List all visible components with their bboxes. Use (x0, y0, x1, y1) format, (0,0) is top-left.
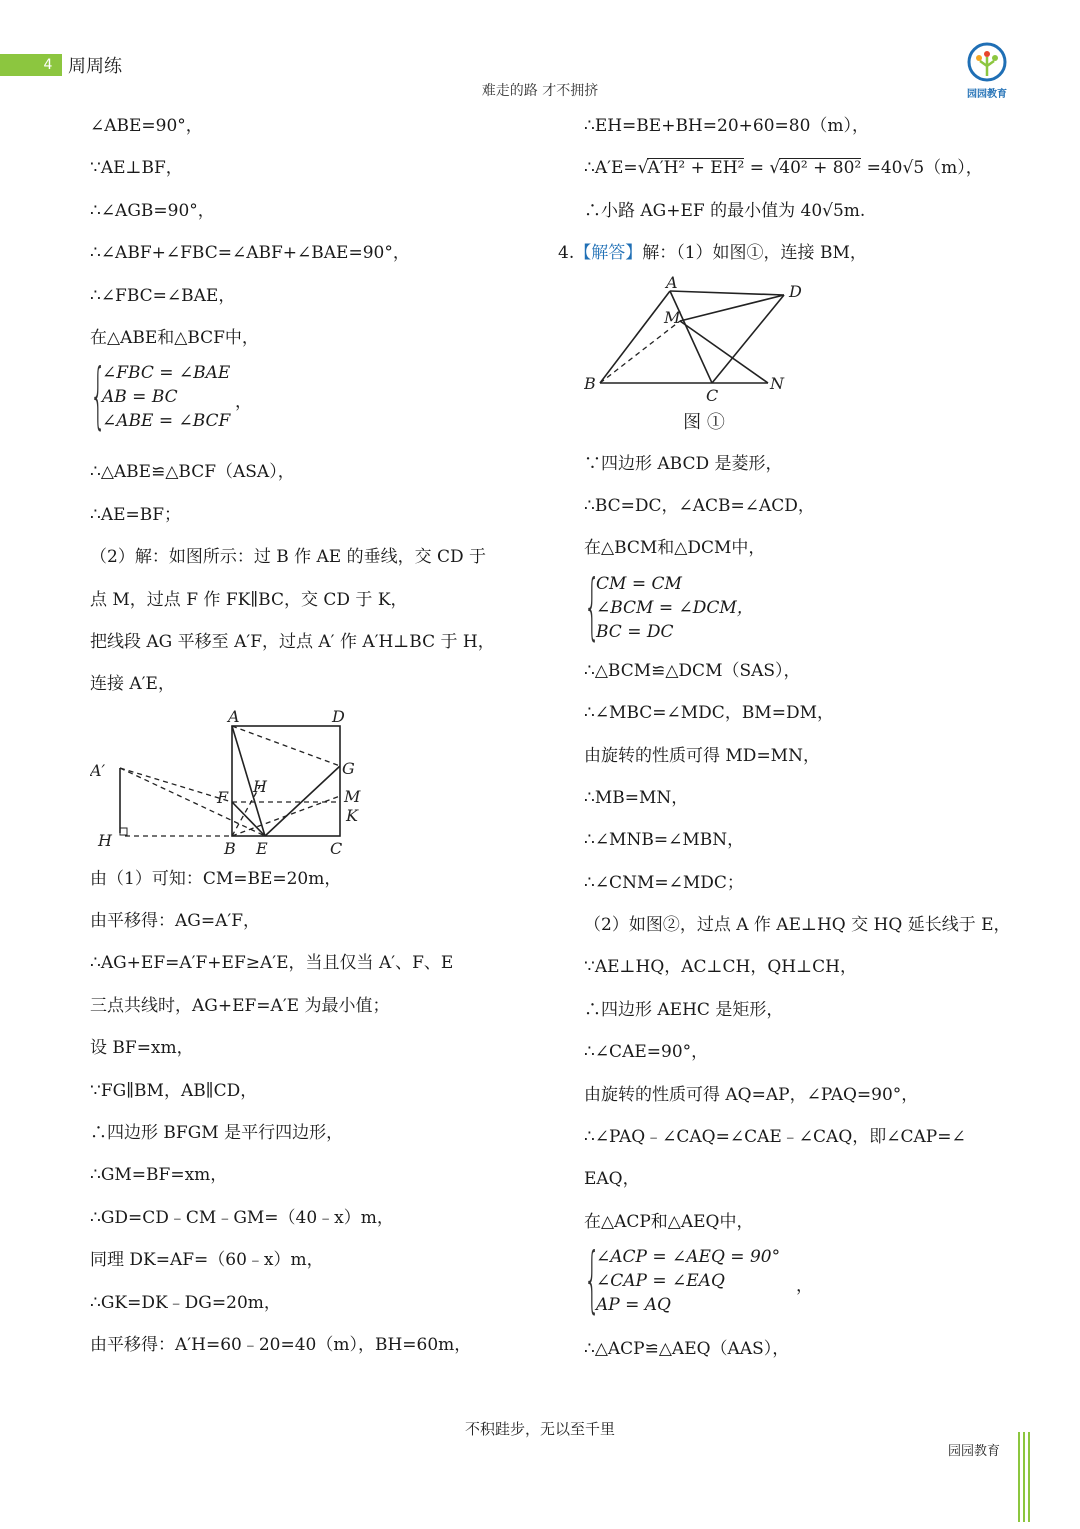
text-line: 由（1）可知：CM=BE=20m， (90, 868, 342, 889)
label-m: M (344, 786, 361, 806)
text-line: 在△ACP和△AEQ中， (584, 1211, 754, 1232)
text-line: ∴四边形 BFGM 是平行四边形， (90, 1123, 344, 1144)
text-line: ∴∠CAE=90°， (584, 1042, 709, 1063)
text-line: ∠ABE=90°， (90, 116, 203, 136)
text-line: ∵AE⊥HQ，AC⊥CH，QH⊥CH， (584, 957, 857, 978)
radicand: A′H² + EH² (647, 158, 745, 179)
sqrt-icon: √ (637, 158, 649, 179)
logo-tree-icon (964, 42, 1010, 82)
text-line: ∴△BCM≌△DCM（SAS）， (584, 660, 801, 681)
decorative-bars (1018, 1432, 1032, 1522)
text-line: ∴∠CNM=∠MDC； (584, 872, 744, 893)
system-row: ∠BCM = ∠DCM， (596, 597, 754, 618)
label-c: C (330, 838, 343, 858)
text-line: 连接 A′E， (90, 674, 175, 695)
footer-motto: 不积跬步，无以至千里 (464, 1420, 615, 1438)
text-line: 设 BF=xm， (90, 1038, 194, 1059)
label-h-inner: H (253, 776, 267, 796)
series-title: 周周练 (68, 56, 122, 77)
label-a-prime: A′ (90, 760, 106, 780)
text-line: ∴△ACP≌△AEQ（AAS）， (584, 1339, 790, 1360)
square-geometry-figure (90, 706, 530, 858)
text-line: 三点共线时，AG+EF=A′E 为最小值； (90, 995, 390, 1016)
segment-eg (265, 766, 340, 836)
text-line: ∴AE=BF； (90, 504, 182, 525)
text-line: 把线段 AG 平移至 A′F，过点 A′ 作 A′H⊥BC 于 H， (90, 631, 495, 652)
system-row: ∠ABE = ∠BCF (102, 411, 231, 432)
text-line: ∴∠ABF+∠FBC=∠ABF+∠BAE=90°， (90, 243, 410, 264)
text-line: 在△ABE和△BCF中， (90, 327, 259, 348)
text-line: ∴∠MNB=∠MBN， (584, 830, 745, 851)
label-f: F (217, 787, 229, 807)
label-a: A (228, 706, 240, 726)
equation-system (90, 353, 530, 445)
figure-caption: 图 ① (683, 411, 725, 433)
square-figure-svg (90, 706, 390, 858)
text-line: 由平移得：AG=A′F， (90, 911, 261, 932)
system-row: AB = BC (102, 387, 178, 408)
brace-icon: { (90, 353, 107, 438)
text-line: EAQ， (584, 1169, 640, 1190)
header-motto: 难走的路 才不拥挤 (481, 83, 599, 99)
system-row: AP = AQ (596, 1295, 671, 1316)
text-line: ∴四边形 AEHC 是矩形， (584, 999, 784, 1020)
text-line: ∴∠MBC=∠MDC，BM=DM， (584, 703, 834, 724)
text-line: ∵AE⊥BF， (90, 158, 183, 179)
system-row: ∠ACP = ∠AEQ = 90° (596, 1247, 781, 1268)
text-line: ∴AG+EF=A′F+EF≥A′E，当且仅当 A′、F、E (90, 953, 454, 974)
text-line: ∴MB=MN， (584, 787, 689, 808)
rhombus-figure-svg (584, 275, 824, 403)
problem-4-heading: 4.【解答】解：（1）如图①，连接 BM， (558, 243, 867, 264)
label-k: K (346, 805, 358, 825)
brand-logo: 园园教育 (955, 42, 1019, 104)
label-e: E (256, 838, 268, 858)
text-line: ∴小路 AG+EF 的最小值为 40√5m. (584, 200, 866, 221)
label-h: H (98, 830, 112, 850)
text-line: ∴GM=BF=xm， (90, 1165, 228, 1186)
text-line: ∴∠FBC=∠BAE， (90, 285, 236, 306)
text-line: 点 M，过点 F 作 FK∥BC，交 CD 于 K， (90, 589, 408, 610)
text-line: ∴GK=DK﹣DG=20m， (90, 1292, 281, 1313)
text-line: ∴GD=CD﹣CM﹣GM=（40﹣x）m， (90, 1207, 394, 1228)
label-d: D (332, 706, 345, 726)
text-line: ∵四边形 ABCD 是菱形， (584, 453, 783, 474)
label-c: C (706, 385, 719, 403)
system-row: CM = CM (596, 573, 682, 594)
left-column (90, 105, 530, 1366)
label-b: B (584, 373, 596, 393)
answer-tag: 【解答】 (574, 243, 643, 264)
text-line: （2）解：如图所示：过 B 作 AE 的垂线，交 CD 于 (90, 547, 487, 568)
brace-icon: { (584, 1237, 601, 1322)
label-m: M (664, 307, 681, 327)
text-line: 由旋转的性质可得 MD=MN， (584, 745, 820, 766)
system-row: BC = DC (596, 621, 674, 642)
brace-icon: { (584, 563, 601, 648)
sqrt-icon: √ (769, 158, 781, 179)
footer-brand: 园园教育 (948, 1444, 1001, 1459)
formula-line: ∴A′E=√A′H² + EH² = √40² + 80² =40√5（m）， (584, 158, 983, 179)
text-line: 由旋转的性质可得 AQ=AP，∠PAQ=90°， (584, 1084, 919, 1105)
page-number: 4 (43, 57, 53, 73)
label-b: B (224, 838, 236, 858)
label-n: N (770, 373, 784, 393)
system-row: ∠FBC = ∠BAE (102, 363, 231, 384)
text-line: （2）如图②，过点 A 作 AE⊥HQ 交 HQ 延长线于 E， (584, 915, 1011, 936)
right-column (558, 105, 1024, 1369)
text-line: 由平移得：A′H=60﹣20=40（m），BH=60m， (90, 1334, 472, 1355)
text-line: ∴∠AGB=90°， (90, 200, 215, 221)
system-row: ∠CAP = ∠EAQ (596, 1271, 725, 1292)
text-line: 同理 DK=AF=（60﹣x）m， (90, 1250, 324, 1271)
equation-system (584, 1237, 1024, 1323)
system-tail: ， (796, 1276, 813, 1297)
text-line: ∴EH=BE+BH=20+60=80（m）， (584, 116, 870, 136)
text-line: ∴△ABE≌△BCF（ASA）， (90, 462, 295, 483)
text-line: ∴BC=DC，∠ACB=∠ACD， (584, 495, 815, 516)
rhombus-figure (584, 275, 1024, 403)
label-a: A (666, 274, 678, 292)
radicand: 40² + 80² (779, 158, 862, 179)
text-line: 在△BCM和△DCM中， (584, 538, 766, 559)
text-line: ∵FG∥BM，AB∥CD， (90, 1080, 258, 1101)
text-line: ∴∠PAQ﹣∠CAQ=∠CAE﹣∠CAQ，即∠CAP=∠ (584, 1127, 966, 1148)
system-tail: ， (235, 392, 252, 413)
label-g: G (342, 758, 355, 778)
equation-system (584, 563, 1024, 648)
label-d: D (789, 281, 802, 301)
